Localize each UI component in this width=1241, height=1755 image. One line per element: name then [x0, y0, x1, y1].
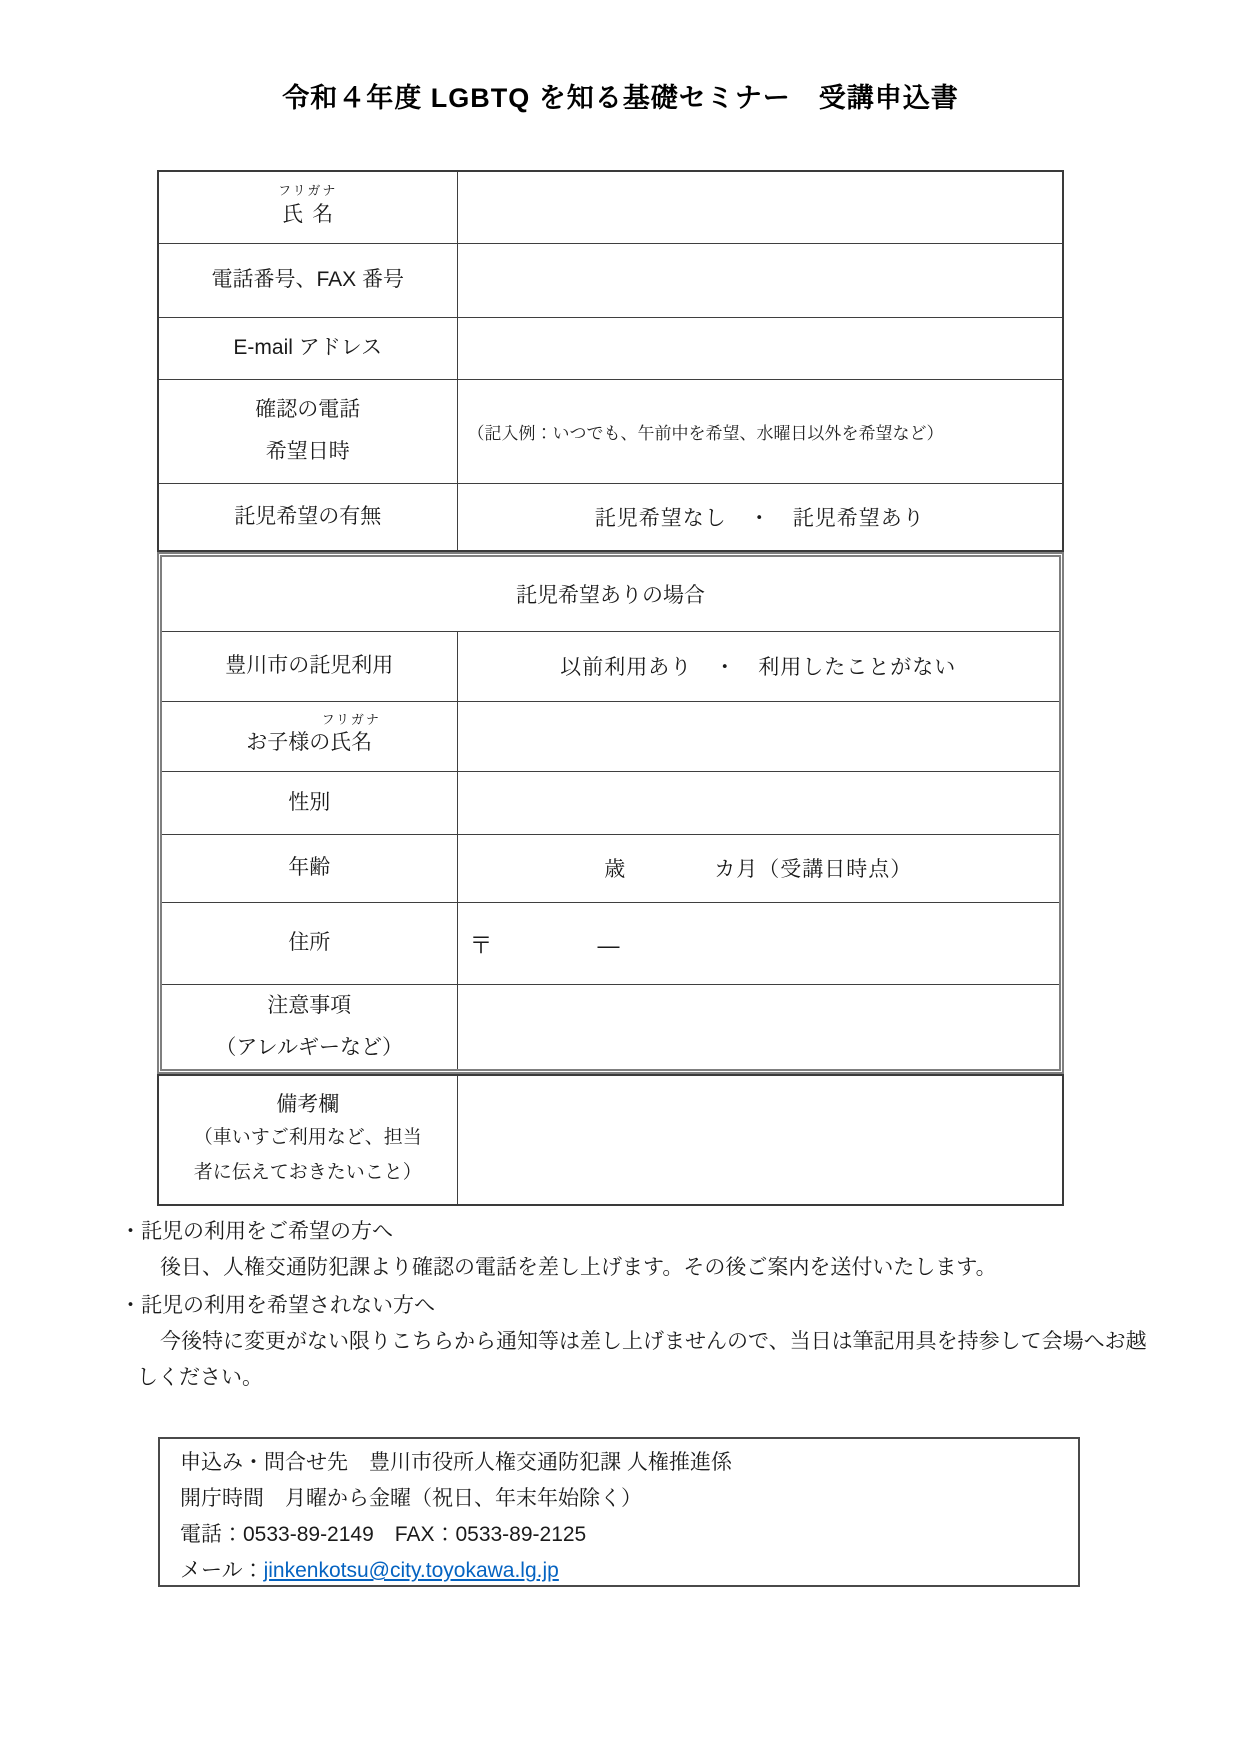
table-row-callback — [158, 379, 1063, 483]
childcare-note-2-body: 今後特に変更がない限りこちらから通知等は差し上げませんので、当日は筆記用具を持参して会場へお越しください。 — [137, 1330, 1147, 1389]
childcare-detail-table — [162, 557, 1059, 1069]
contact-line-email — [180, 1553, 1064, 1589]
child-address-input-cell — [457, 902, 1059, 984]
table-row-remarks — [158, 1075, 1063, 1205]
childcare-request-label: 託児希望の有無 — [158, 483, 457, 551]
email-link[interactable]: jinkenkotsu@city.toyokawa.lg.jp — [263, 1559, 559, 1582]
email-label: E-mail アドレス — [158, 317, 457, 379]
applicant-info-table — [157, 170, 1064, 552]
contact-line-office: 申込み・問合せ先 豊川市役所人権交通防犯課 人権推進係 — [180, 1451, 732, 1474]
childcare-request-options: 託児希望なし ・ 託児希望あり — [457, 483, 1063, 551]
form-area — [157, 170, 1064, 1206]
child-age-label: 年齢 — [162, 834, 457, 902]
child-gender-input-cell — [457, 771, 1059, 834]
table-row-child-address — [162, 902, 1059, 984]
table-row-email — [158, 317, 1063, 379]
table-row-childcare-request — [158, 483, 1063, 551]
child-notes-label-line2: （アレルギーなど） — [215, 1035, 404, 1059]
child-notes-label-line1: 注意事項 — [267, 993, 352, 1017]
city-childcare-use-label: 豊川市の託児利用 — [162, 631, 457, 701]
phone-fax-label: 電話番号、FAX 番号 — [158, 243, 457, 317]
name-label-cell — [158, 171, 457, 243]
phone-fax-input-cell — [457, 243, 1063, 317]
callback-label-cell — [158, 379, 457, 483]
notes — [120, 1212, 1152, 1396]
furigana-label: フリガナ — [278, 183, 338, 199]
callback-label-line2: 希望日時 — [265, 440, 350, 463]
table-row-section-header — [162, 557, 1059, 631]
table-row-city-childcare-use — [162, 631, 1059, 701]
remarks-label-cell — [158, 1075, 457, 1205]
contact-line-hours: 開庁時間 月曜から金曜（祝日、年末年始除く） — [180, 1487, 642, 1510]
remarks-input-cell — [457, 1075, 1063, 1205]
child-notes-label-cell — [162, 984, 457, 1069]
contact-line-phone-fax: 電話：0533-89-2149 FAX：0533-89-2125 — [180, 1523, 587, 1546]
childcare-section — [157, 552, 1064, 1074]
table-row-phone-fax — [158, 243, 1063, 317]
postal-dash: ― — [597, 932, 620, 958]
child-age-value: 歳 カ月（受講日時点） — [457, 834, 1059, 902]
name-input-cell — [457, 171, 1063, 243]
callback-example-text: （記入例：いつでも、午前中を希望、水曜日以外を希望など） — [467, 423, 944, 443]
city-childcare-use-options: 以前利用あり ・ 利用したことがない — [457, 631, 1059, 701]
name-label: 氏名 — [282, 202, 343, 226]
child-name-label-cell — [162, 701, 457, 771]
table-row-child-gender — [162, 771, 1059, 834]
child-address-label: 住所 — [162, 902, 457, 984]
contact-box — [158, 1437, 1080, 1587]
childcare-note-1-heading: ・託児の利用をご希望の方へ — [120, 1220, 393, 1243]
email-label: メール： — [180, 1559, 264, 1582]
childcare-note-1-body: 後日、人権交通防犯課より確認の電話を差し上げます。その後ご案内を送付いたします。 — [160, 1256, 997, 1279]
email-input-cell — [457, 317, 1063, 379]
child-notes-input-cell — [457, 984, 1059, 1069]
table-row-child-name — [162, 701, 1059, 771]
table-row-name — [158, 171, 1063, 243]
postal-mark: 〒 — [469, 931, 493, 958]
childcare-note-2-heading: ・託児の利用を希望されない方へ — [120, 1294, 435, 1317]
child-name-label: お子様の氏名 — [246, 731, 373, 755]
furigana-label: フリガナ — [321, 712, 381, 728]
remarks-label-line2: （車いすご利用など、担当 — [193, 1127, 422, 1149]
remarks-label-line3: 者に伝えておきたいこと） — [193, 1162, 422, 1184]
child-gender-label: 性別 — [162, 771, 457, 834]
table-row-child-notes — [162, 984, 1059, 1069]
remarks-table — [157, 1074, 1064, 1206]
child-name-input-cell — [457, 701, 1059, 771]
table-row-child-age — [162, 834, 1059, 902]
callback-label-line1: 確認の電話 — [255, 398, 361, 421]
remarks-label-line1: 備考欄 — [276, 1092, 340, 1116]
childcare-section-header: 託児希望ありの場合 — [162, 557, 1059, 631]
callback-example-cell — [457, 379, 1063, 483]
page-title: 令和４年度 LGBTQ を知る基礎セミナー 受講申込書 — [282, 83, 959, 113]
